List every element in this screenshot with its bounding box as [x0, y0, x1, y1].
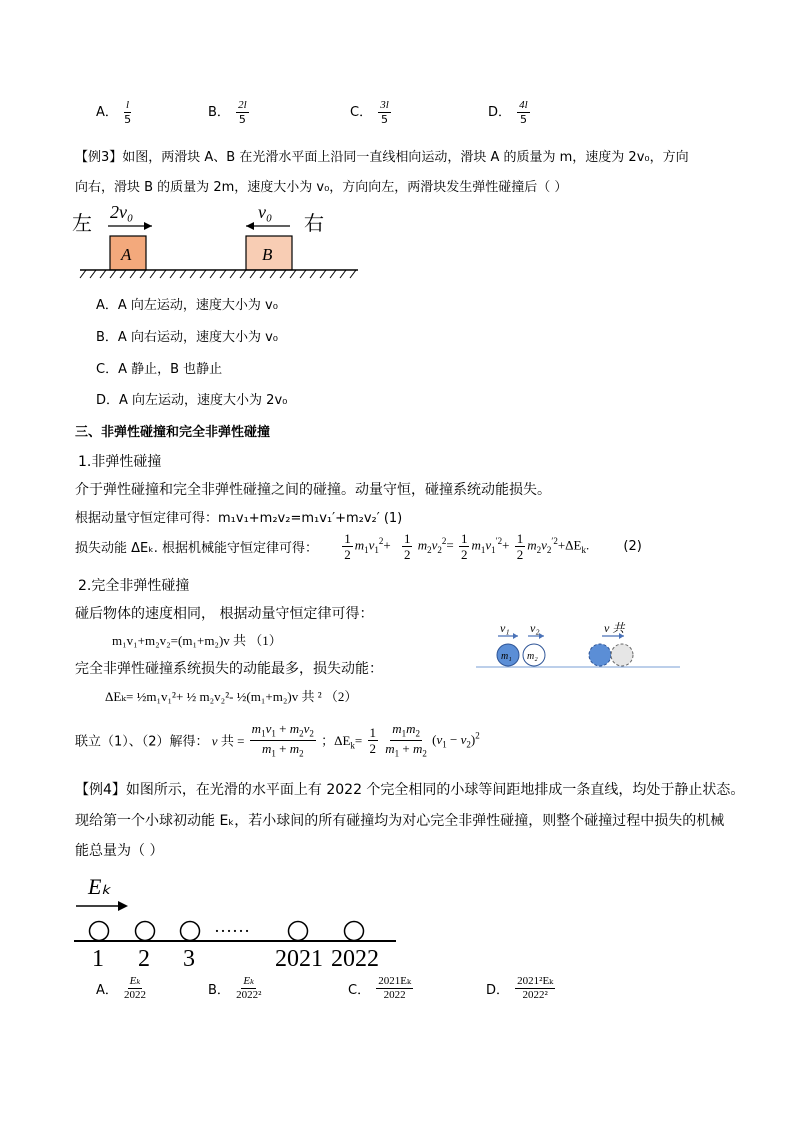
fraction-denominator: 5: [238, 113, 246, 126]
equation-common-velocity: m₁v₁+m₂v₂=(m₁+m₂)v 共 （1）: [112, 633, 282, 648]
block-a-label: A: [121, 245, 132, 264]
equation-number-2: (2): [623, 539, 642, 554]
option-letter: D．: [486, 983, 510, 998]
fig-ek-label: Eₖ: [88, 874, 111, 899]
block-b-label: B: [262, 245, 273, 264]
ex4-option-a: [96, 976, 148, 1001]
fig-vcommon-label: v 共: [604, 621, 625, 635]
fig-v2-label: v₂: [530, 621, 540, 635]
ball-label-2: 2: [138, 946, 150, 972]
fraction-numerator: l: [126, 99, 130, 111]
ellipsis-dots: ……: [214, 916, 250, 936]
fraction-denominator: 2022²: [522, 989, 548, 1001]
ball-m1-label: m₁: [501, 651, 512, 662]
ex4-option-b: [208, 976, 263, 1001]
option-letter: A．: [96, 983, 118, 998]
fig-v1-label: v₁: [500, 621, 510, 635]
ball-row-figure: [70, 868, 400, 974]
ball-2: [136, 922, 155, 941]
ex3-option-c: C．A 静止，B 也静止: [96, 362, 223, 377]
q3-option-b: [208, 100, 251, 125]
paragraph-momentum-eq: 根据动量守恒定律可得：m₁v₁+m₂v₂=m₁v₁′+m₂v₂′ (1): [75, 511, 403, 526]
fig-velocity-b: v₀: [258, 202, 273, 222]
solution-prefix: 联立（1）、（2）解得：: [75, 734, 209, 750]
equation-energy-loss: ΔEₖ= ½m₁v₁²+ ½ m₂v₂²- ½(m₁+m₂)v 共 ² （2）: [105, 689, 358, 704]
ball-m2-label: m₂: [527, 651, 538, 662]
ex4-option-c: [348, 976, 415, 1001]
collision-balls-figure: [474, 620, 684, 672]
option-letter: C．: [350, 105, 373, 120]
ex3-sliding-blocks-figure: [70, 198, 370, 286]
ball-label-1: 1: [92, 946, 104, 972]
ex4-option-d: [486, 976, 557, 1001]
ball-2021: [289, 922, 308, 941]
ball-3: [181, 922, 200, 941]
energy-loss-prefix: 损失动能 ΔEₖ. 根据机械能守恒定律可得：: [75, 541, 319, 556]
ex3-text-line2: 向右，滑块 B 的质量为 2m，速度大小为 v₀，方向向左，两滑块发生弹性碰撞后（ ）: [75, 180, 568, 195]
option-letter: B．: [208, 983, 230, 998]
combined-solution: 联立（1）、（2）解得： v 共 = $\frac{m_1v_1 + m_2v_2}{m_1 + m_2}$ ；$\Delta E_k=$ $\frac{1}{2}$ $\frac{m_1m_2}{m_1 + m_2}$ $(v_1 - v_2)^2$: [75, 721, 480, 759]
ball-label-3: 3: [183, 946, 195, 972]
fig-velocity-a: 2v₀: [110, 202, 134, 222]
merged-ball-2: [611, 644, 633, 666]
fraction-numerator: Eₖ: [243, 975, 255, 987]
fig-left-label: 左: [72, 213, 92, 235]
ball-1: [90, 922, 109, 941]
ball-2022: [345, 922, 364, 941]
q3-option-c: [350, 100, 393, 125]
fraction-denominator: 5: [381, 113, 388, 126]
paragraph-inelastic-intro: 介于弹性碰撞和完全非弹性碰撞之间的碰撞。动量守恒，碰撞系统动能损失。: [75, 482, 551, 498]
subheading-inelastic: 1.非弹性碰撞: [78, 454, 162, 470]
option-letter: D．: [488, 105, 512, 120]
ball-label-2022: 2022: [331, 946, 379, 972]
paragraph-same-velocity: 碰后物体的速度相同， 根据动量守恒定律可得：: [75, 606, 374, 622]
fraction-numerator: 3l: [380, 99, 389, 111]
option-letter: C．: [348, 983, 371, 998]
ex3-option-a: A．A 向左运动，速度大小为 v₀: [96, 298, 278, 313]
q3-option-a: [96, 100, 133, 125]
fraction-numerator: 2l: [238, 99, 247, 111]
ex4-text-line1: 【例4】如图所示，在光滑的水平面上有 2022 个完全相同的小球等间距地排成一条直线，均处于静止状态。: [75, 782, 745, 798]
fraction-numerator: Eₖ: [129, 975, 141, 987]
option-letter: A．: [96, 105, 118, 120]
fig-right-label: 右: [304, 213, 324, 235]
ball-label-2021: 2021: [275, 946, 323, 972]
q3-option-d: [488, 100, 532, 125]
energy-conservation-formula: $\frac{1}{2}$ $m_1v_1^2+$ $\frac{1}{2}$ $m_2v_2^2=$ $\frac{1}{2}$ $m_1v_1^{'2}+$ $\frac{1}{2}$ $m_2v_2^{'2}+\Delta E_k$.: [344, 531, 590, 562]
ground-hatching: [80, 270, 356, 278]
section-heading: 三、非弹性碰撞和完全非弹性碰撞: [75, 425, 271, 440]
ex4-text-line2: 现给第一个小球初动能 Eₖ，若小球间的所有碰撞均为对心完全非弹性碰撞，则整个碰撞过程中损失的机械: [75, 813, 725, 829]
fraction-denominator: 5: [124, 113, 132, 126]
ex4-text-line3: 能总量为（ ）: [75, 843, 164, 859]
paragraph-energy-loss: [75, 532, 642, 561]
fraction-numerator: 2021Eₖ: [378, 975, 411, 987]
ex3-text-line1: 【例3】如图，两滑块 A、B 在光滑水平面上沿同一直线相向运动，滑块 A 的质量为 m，速度为 2v₀，方向: [75, 150, 689, 165]
merged-ball-1: [589, 644, 611, 666]
ex3-option-b: B．A 向右运动，速度大小为 v₀: [96, 330, 278, 345]
fraction-numerator: 2021²Eₖ: [517, 975, 554, 987]
subheading-perfectly-inelastic: 2.完全非弹性碰撞: [78, 578, 190, 594]
ex3-option-d: D．A 向左运动，速度大小为 2v₀: [96, 393, 288, 408]
fraction-denominator: 2022: [383, 989, 406, 1001]
fraction-denominator: 2022: [124, 989, 147, 1001]
fraction-numerator: 4l: [519, 99, 528, 111]
option-letter: B．: [208, 105, 230, 120]
paragraph-max-loss: 完全非弹性碰撞系统损失的动能最多，损失动能：: [75, 661, 383, 677]
fraction-denominator: 5: [519, 113, 527, 126]
fraction-denominator: 2022²: [236, 989, 262, 1001]
